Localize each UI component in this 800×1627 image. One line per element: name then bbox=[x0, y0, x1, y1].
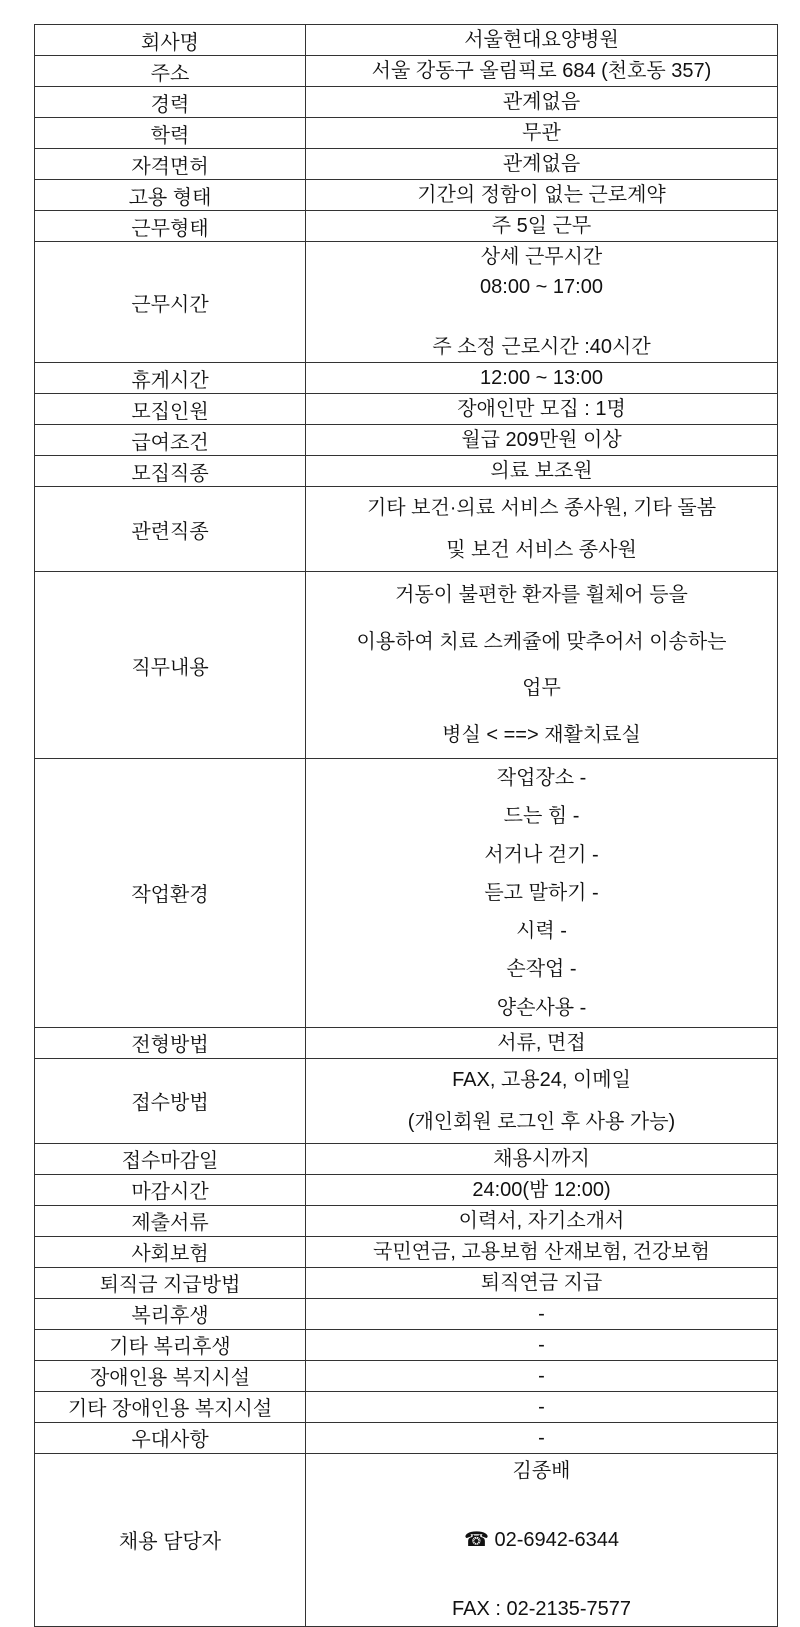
value-line: FAX : 02-2135-7577 bbox=[451, 1597, 631, 1620]
value-line: 주 5일 근무 bbox=[491, 215, 592, 237]
row-value bbox=[306, 180, 778, 211]
value-line: ☎ 02-6942-6344 bbox=[463, 1528, 620, 1551]
row-value bbox=[306, 363, 778, 394]
value-line: - bbox=[538, 1395, 545, 1418]
value-line: 무관 bbox=[522, 122, 561, 144]
row-value bbox=[306, 456, 778, 487]
value-line: 업무 bbox=[522, 677, 561, 699]
value-line: 듣고 말하기 - bbox=[484, 881, 599, 904]
table-row bbox=[35, 487, 778, 572]
value-line: 24:00(밤 12:00) bbox=[472, 1178, 611, 1201]
value-line: 월급 209만원 이상 bbox=[461, 429, 622, 451]
value-line: 드는 힘 - bbox=[503, 805, 580, 828]
value-line: 김종배 bbox=[512, 1459, 571, 1482]
row-value bbox=[306, 1143, 778, 1174]
row-label: 모집인원 bbox=[35, 394, 306, 425]
table-row bbox=[35, 1360, 778, 1391]
row-label: 고용 형태 bbox=[35, 180, 306, 211]
row-value bbox=[306, 759, 778, 1028]
row-value bbox=[306, 1391, 778, 1422]
value-line: 이용하여 치료 스케쥴에 맞추어서 이송하는 bbox=[356, 630, 727, 653]
value-line: - bbox=[538, 1364, 545, 1387]
row-value bbox=[306, 211, 778, 242]
value-line: 병실 < ==> 재활치료실 bbox=[442, 723, 641, 746]
row-label: 근무형태 bbox=[35, 211, 306, 242]
value-line: - bbox=[538, 1333, 545, 1356]
row-label: 마감시간 bbox=[35, 1174, 306, 1205]
row-label: 작업환경 bbox=[35, 759, 306, 1028]
row-label: 경력 bbox=[35, 87, 306, 118]
row-label: 전형방법 bbox=[35, 1027, 306, 1058]
value-line: 시력 - bbox=[516, 920, 567, 943]
table-row bbox=[35, 1453, 778, 1626]
table-row bbox=[35, 1298, 778, 1329]
table-row bbox=[35, 1058, 778, 1143]
value-line: 장애인만 모집 : 1명 bbox=[457, 398, 626, 420]
value-line: 서거나 걷기 - bbox=[484, 843, 599, 866]
row-value bbox=[306, 25, 778, 56]
row-label: 자격면허 bbox=[35, 149, 306, 180]
value-line: 작업장소 - bbox=[496, 767, 587, 789]
table-body bbox=[35, 25, 778, 1627]
value-line: 퇴직연금 지급 bbox=[480, 1271, 603, 1294]
row-label: 복리후생 bbox=[35, 1298, 306, 1329]
value-line: 서울현대요양병원 bbox=[464, 29, 619, 51]
row-label: 접수방법 bbox=[35, 1058, 306, 1143]
row-value bbox=[306, 242, 778, 363]
table-row bbox=[35, 1174, 778, 1205]
table-row bbox=[35, 1267, 778, 1298]
row-value bbox=[306, 1267, 778, 1298]
table-row bbox=[35, 56, 778, 87]
value-line: 기타 보건·의료 서비스 종사원, 기타 돌봄 bbox=[366, 497, 717, 519]
value-line: - bbox=[538, 1426, 545, 1449]
row-label: 퇴직금 지급방법 bbox=[35, 1267, 306, 1298]
row-value bbox=[306, 1329, 778, 1360]
table-row bbox=[35, 1236, 778, 1267]
value-line: 채용시까지 bbox=[493, 1147, 590, 1170]
value-line: 이력서, 자기소개서 bbox=[458, 1209, 625, 1232]
row-value bbox=[306, 1236, 778, 1267]
row-value bbox=[306, 1298, 778, 1329]
row-value bbox=[306, 1174, 778, 1205]
row-value bbox=[306, 1205, 778, 1236]
value-line: 의료 보조원 bbox=[490, 460, 593, 482]
table-row bbox=[35, 394, 778, 425]
value-line: 기간의 정함이 없는 근로계약 bbox=[417, 184, 666, 206]
value-line: 거동이 불편한 환자를 휠체어 등을 bbox=[395, 584, 688, 606]
value-line: (개인회원 로그인 후 사용 가능) bbox=[407, 1110, 676, 1133]
row-value bbox=[306, 149, 778, 180]
table-row bbox=[35, 25, 778, 56]
row-label: 근무시간 bbox=[35, 242, 306, 363]
row-value bbox=[306, 1360, 778, 1391]
value-line: 주 소정 근로시간 :40시간 bbox=[432, 336, 651, 358]
value-line: 손작업 - bbox=[506, 958, 577, 981]
value-line: 서울 강동구 올림픽로 684 (천호동 357) bbox=[371, 60, 712, 82]
row-value bbox=[306, 87, 778, 118]
row-label: 급여조건 bbox=[35, 425, 306, 456]
row-value bbox=[306, 1027, 778, 1058]
row-value bbox=[306, 1058, 778, 1143]
table-row bbox=[35, 149, 778, 180]
row-value bbox=[306, 118, 778, 149]
table-row bbox=[35, 1027, 778, 1058]
table-row bbox=[35, 1329, 778, 1360]
row-label: 사회보험 bbox=[35, 1236, 306, 1267]
row-label: 주소 bbox=[35, 56, 306, 87]
row-value bbox=[306, 1453, 778, 1626]
table-row bbox=[35, 242, 778, 363]
value-line: - bbox=[538, 1302, 545, 1325]
table-row bbox=[35, 211, 778, 242]
row-label: 우대사항 bbox=[35, 1422, 306, 1453]
row-label: 회사명 bbox=[35, 25, 306, 56]
value-line: 관계없음 bbox=[502, 153, 581, 175]
row-value bbox=[306, 1422, 778, 1453]
row-label: 직무내용 bbox=[35, 572, 306, 759]
table-row bbox=[35, 1205, 778, 1236]
value-line: 국민연금, 고용보험 산재보험, 건강보험 bbox=[373, 1240, 710, 1263]
row-label: 장애인용 복지시설 bbox=[35, 1360, 306, 1391]
table-row bbox=[35, 1391, 778, 1422]
value-line: FAX, 고용24, 이메일 bbox=[452, 1068, 631, 1091]
value-line: 12:00 ~ 13:00 bbox=[480, 367, 603, 389]
row-value bbox=[306, 572, 778, 759]
row-value bbox=[306, 394, 778, 425]
table-row bbox=[35, 363, 778, 394]
table-row bbox=[35, 759, 778, 1028]
table-row bbox=[35, 180, 778, 211]
value-line: 08:00 ~ 17:00 bbox=[480, 276, 603, 298]
value-line: 상세 근무시간 bbox=[480, 246, 603, 268]
row-label: 휴게시간 bbox=[35, 363, 306, 394]
row-label: 기타 장애인용 복지시설 bbox=[35, 1391, 306, 1422]
value-line: 관계없음 bbox=[502, 91, 581, 113]
table-row bbox=[35, 118, 778, 149]
table-row bbox=[35, 572, 778, 759]
table-row bbox=[35, 425, 778, 456]
row-label: 접수마감일 bbox=[35, 1143, 306, 1174]
row-label: 관련직종 bbox=[35, 487, 306, 572]
table-row bbox=[35, 1422, 778, 1453]
row-label: 제출서류 bbox=[35, 1205, 306, 1236]
value-line: 서류, 면접 bbox=[497, 1031, 586, 1054]
row-label: 채용 담당자 bbox=[35, 1453, 306, 1626]
value-line: 양손사용 - bbox=[496, 996, 587, 1019]
value-line: 및 보건 서비스 종사원 bbox=[446, 539, 637, 561]
table-row bbox=[35, 87, 778, 118]
row-label: 학력 bbox=[35, 118, 306, 149]
row-label: 모집직종 bbox=[35, 456, 306, 487]
table-row bbox=[35, 1143, 778, 1174]
table-row bbox=[35, 456, 778, 487]
row-label: 기타 복리후생 bbox=[35, 1329, 306, 1360]
row-value bbox=[306, 425, 778, 456]
job-posting-table bbox=[34, 24, 778, 1627]
row-value bbox=[306, 56, 778, 87]
row-value bbox=[306, 487, 778, 572]
